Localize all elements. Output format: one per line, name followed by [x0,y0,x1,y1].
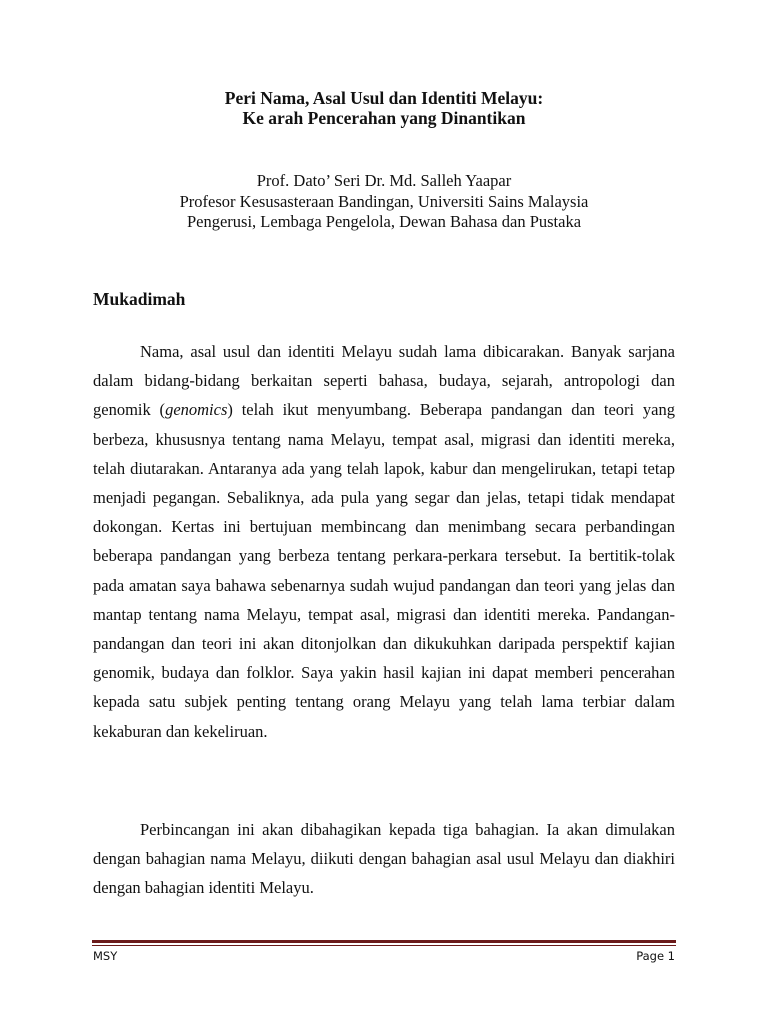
footer-rule-thick [92,940,676,943]
footer-initials: MSY [93,949,118,963]
body-paragraph-2: Perbincangan ini akan dibahagikan kepada tiga bahagian. Ia akan dimulakan dengan bahagian nama Melayu, diikuti dengan bahagian asal usul Melayu dan diakhiri dengan bahagian identiti Melayu. [93,820,675,898]
title-line-2: Ke arah Pencerahan yang Dinantikan [242,108,526,128]
document-title [0,88,768,128]
title-line-1: Peri Nama, Asal Usul dan Identiti Melayu: [224,88,544,108]
author-name: Prof. Dato’ Seri Dr. Md. Salleh Yaapar [256,171,512,190]
author-block [0,171,768,233]
paragraph-1-text-end: ) telah ikut menyumbang. Beberapa pandangan dan teori yang berbeza, khususnya tentang nama Melayu, tempat asal, migrasi dan identiti mereka, telah diutarakan. Antaranya ada yang telah lapok, kabur dan mengelirukan, tetapi tetap menjadi pegangan. Sebaliknya, ada pula yang segar dan jelas, tetapi tidak mendapat dokongan. Kertas ini bertujuan membincang dan menimbang secara perbandingan beberapa pandangan yang berbeza tentang perkara-perkara tersebut. Ia bertitik-tolak pada amatan saya bahawa sebenarnya sudah wujud pandangan dan teori yang jelas dan mantap tentang nama Melayu, tempat asal, migrasi dan identiti mereka. Pandangan-pandangan dan teori ini akan ditonjolkan dan dikukuhkan daripada perspektif kajian genomik, budaya dan folklor. Saya yakin hasil kajian ini dapat memberi pencerahan kepada satu subjek penting tentang orang Melayu yang telah lama terbiar dalam kekaburan dan kekeliruan. [93,400,675,741]
section-heading: Mukadimah [93,289,186,309]
body-paragraph-1 [93,337,675,746]
page-number: Page 1 [636,949,675,963]
paragraph-1-text-start: Nama, asal usul dan identiti Melayu sudah lama dibicarakan. Banyak sarjana dalam bidang-bidang berkaitan seperti bahasa, budaya, sejarah, antropologi dan genomik ( [93,342,675,420]
paragraph-1-italic-term: genomics [165,400,228,420]
footer-rule-thin [92,945,676,946]
author-position: Profesor Kesusasteraan Bandingan, Universiti Sains Malaysia [179,191,589,211]
author-role: Pengerusi, Lembaga Pengelola, Dewan Bahasa dan Pustaka [186,212,582,231]
